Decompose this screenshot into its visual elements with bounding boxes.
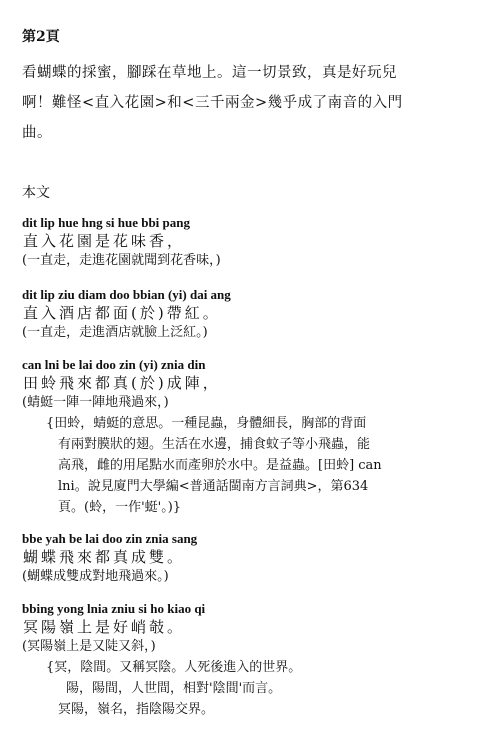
intro-line: 看蝴蝶的採蜜，腳踩在草地上。這一切景致，真是好玩兒 [22, 65, 397, 81]
lyric-entry [22, 530, 488, 587]
lyric-characters: 田蛉飛來都真(於)成陣， [23, 374, 221, 392]
lyric-entry [22, 214, 488, 271]
intro-line: 啊！難怪<直入花園>和<三千兩金>幾乎成了南音的入門 [22, 95, 403, 111]
translation-line: (一直走，走進酒店就臉上泛紅。) [22, 325, 208, 340]
annotation-line: 高飛，雌的用尾點水而產卵於水中。是益蟲。[田蛉] can [58, 458, 382, 473]
romanization-line: dit lip ziu diam doo bbian (yi) dai ang [22, 287, 231, 302]
intro-line: 曲。 [22, 125, 52, 141]
annotation-line: 有兩對膜狀的翅。生活在水邊，捕食蚊子等小飛蟲，能 [58, 437, 371, 452]
romanization-line: can lni be lai doo zin (yi) znia din [22, 357, 206, 372]
translation-line: (冥陽嶺上是又陡又斜，) [22, 639, 156, 654]
lyric-characters: 直入花園是花味香， [23, 232, 186, 250]
lyric-entry [22, 286, 488, 343]
annotation-line: lni。說見廈門大學編<普通話閩南方言詞典>，第634 [58, 479, 369, 494]
romanization-line: dit lip hue hng si hue bbi pang [22, 215, 190, 230]
translation-line: (蝴蝶成雙成對地飛過來。) [22, 569, 169, 584]
annotation-line: 陽，陽間，人世間，相對'陰間'而言。 [66, 681, 282, 696]
intro-paragraph [22, 58, 482, 148]
translation-line: (一直走，走進花園就聞到花香味，) [22, 253, 221, 268]
romanization-line: bbing yong lnia zniu si ho kiao qi [22, 601, 206, 616]
lyric-entry [22, 600, 488, 720]
annotation-line: {冥，陰間。又稱冥陰。人死後進入的世界。 [46, 660, 302, 675]
annotation-line: 頁。(蛉，一作'蜓'。)} [58, 500, 182, 515]
lyric-entry [22, 356, 488, 518]
annotation-line: {田蛉，蜻蜓的意思。一種昆蟲，身體細長，胸部的背面 [46, 416, 367, 431]
lyric-characters: 直入酒店都面(於)帶紅。 [23, 304, 221, 322]
page-number-header: 第2頁 [22, 29, 60, 45]
section-title: 本文 [22, 185, 50, 201]
annotation-line: 冥陽，嶺名，指陰陽交界。 [58, 702, 215, 717]
romanization-line: bbe yah be lai doo zin znia sang [22, 531, 198, 546]
lyric-characters: 蝴蝶飛來都真成雙。 [23, 548, 186, 566]
lyric-characters: 冥陽嶺上是好峭攲。 [23, 618, 186, 636]
translation-line: (蜻蜓一陣一陣地飛過來，) [22, 395, 169, 410]
